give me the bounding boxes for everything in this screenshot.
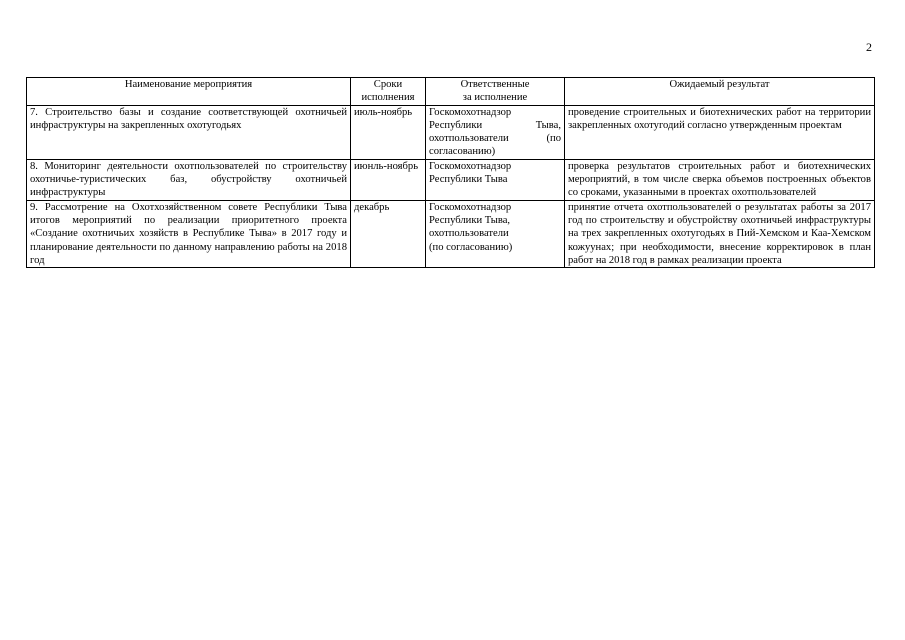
responsible-cell: Госкомохотнадзор Республики Тыва, охотпользователи (по согласованию)	[426, 105, 565, 159]
table-row	[27, 159, 875, 200]
result-cell: проведение строительных и биотехнических работ на территории закрепленных охотугодий согласно утвержденным проектам	[565, 105, 875, 159]
header-term: Сроки исполнения	[351, 78, 426, 106]
responsible-cell: Госкомохотнадзор Республики Тыва	[426, 159, 565, 200]
term-cell: декабрь	[351, 200, 426, 267]
events-table	[26, 77, 875, 268]
header-result: Ожидаемый результат	[565, 78, 875, 106]
table-header-row	[27, 78, 875, 106]
header-responsible: Ответственные за исполнение	[426, 78, 565, 106]
header-event: Наименование мероприятия	[27, 78, 351, 106]
event-cell: 7. Строительство базы и создание соответствующей охотничьей инфраструктуры на закрепленных охотугодьях	[27, 105, 351, 159]
result-cell: проверка результатов строительных работ и биотехнических мероприятий, в том числе сверка объемов построенных объектов со сроками, указанными в проектах охотпользователей	[565, 159, 875, 200]
term-cell: июнль-ноябрь	[351, 159, 426, 200]
responsible-cell: Госкомохотнадзор Республики Тыва, охотпользователи (по согласованию)	[426, 200, 565, 267]
term-cell: июль-ноябрь	[351, 105, 426, 159]
result-cell: принятие отчета охотпользователей о результатах работы за 2017 год по строительству и обустройству охотничьей инфраструктуры на трех закрепленных охотугодьях в Пий-Хемском и Каа-Хемском кожуунах; при необходимости, внесение корректировок в план работ на 2018 год в рамках реализации проекта	[565, 200, 875, 267]
event-cell: 8. Мониторинг деятельности охотпользователей по строительству охотничье-туристических баз, обустройству охотничьей инфраструктуры	[27, 159, 351, 200]
event-cell: 9. Рассмотрение на Охотхозяйственном совете Республики Тыва итогов мероприятий по реализации приоритетного проекта «Создание охотничьих хозяйств в Республике Тыва» в 2017 году и планирование деятельности по данному направлению работы на 2018 год	[27, 200, 351, 267]
page-number: 2	[866, 40, 872, 54]
table-row	[27, 200, 875, 267]
table-row	[27, 105, 875, 159]
